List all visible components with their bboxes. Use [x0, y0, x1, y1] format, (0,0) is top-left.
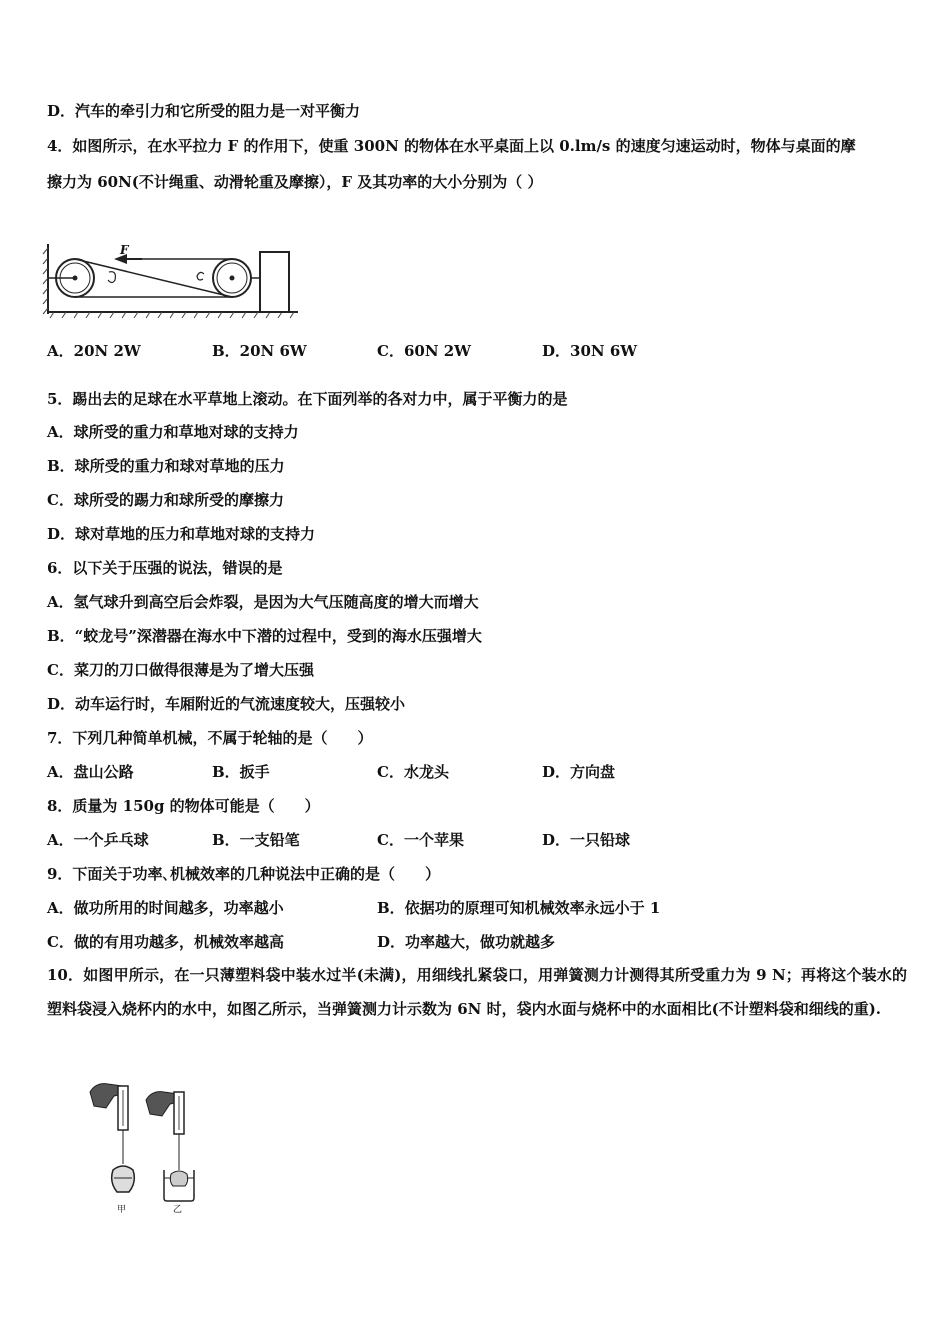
pulley-figure: [40, 238, 302, 322]
q7-options: [47, 762, 907, 782]
q9-option-d[interactable]: D．功率越大，做功就越多: [377, 933, 556, 951]
figure-label-yi: 乙: [173, 1205, 183, 1215]
q3-option-d: D．汽车的牵引力和它所受的阻力是一对平衡力: [47, 102, 361, 120]
q4-option-c[interactable]: C．60N 2W: [377, 342, 472, 360]
q4-stem-line1: 4．如图所示，在水平拉力 F 的作用下，使重 300N 的物体在水平桌面上以 0.lm/s 的速度匀速运动时，物体与桌面的摩: [47, 137, 856, 155]
q9-option-b[interactable]: B．依据功的原理可知机械效率永远小于 1: [377, 899, 661, 917]
q8-option-b[interactable]: B．一支铅笔: [212, 831, 300, 849]
q5-option-c[interactable]: C．球所受的踢力和球所受的摩擦力: [47, 491, 284, 509]
q4-options: [47, 341, 907, 361]
spring-scale-figure: [80, 1078, 220, 1218]
q6-option-a[interactable]: A．氢气球升到高空后会炸裂，是因为大气压随高度的增大而增大: [47, 593, 479, 611]
q5-option-d[interactable]: D．球对草地的压力和草地对球的支持力: [47, 525, 316, 543]
q4-option-a[interactable]: A．20N 2W: [47, 342, 141, 360]
q4-option-d[interactable]: D．30N 6W: [542, 342, 638, 360]
q10-stem: 10．如图甲所示，在一只薄塑料袋中装水过半(未满)，用细线扎紧袋口，用弹簧测力计测得其所受重力为 9 N；再将这个装水的塑料袋浸入烧杯内的水中，如图乙所示，当弹簧测力计示数为 6N 时，袋内水面与烧杯中的水面相比(不计塑料袋和细线的重).: [47, 966, 907, 1018]
q8-option-d[interactable]: D．一只铅球: [542, 831, 631, 849]
figure-label-jia: 甲: [117, 1205, 127, 1215]
q8-options: [47, 830, 907, 850]
force-label: F: [120, 243, 129, 257]
q5-option-a[interactable]: A．球所受的重力和草地对球的支持力: [47, 423, 299, 441]
q9-options-row1: [47, 898, 907, 918]
q9-option-c[interactable]: C．做的有用功越多，机械效率越高: [47, 933, 284, 951]
q9-option-a[interactable]: A．做功所用的时间越多，功率越小: [47, 899, 284, 917]
q7-option-c[interactable]: C．水龙头: [377, 763, 449, 781]
q4-option-b[interactable]: B．20N 6W: [212, 342, 307, 360]
q8-option-a[interactable]: A．一个乒乓球: [47, 831, 149, 849]
q6-option-d[interactable]: D．动车运行时，车厢附近的气流速度较大，压强较小: [47, 695, 406, 713]
q7-option-a[interactable]: A．盘山公路: [47, 763, 134, 781]
q9-options-row2: [47, 932, 907, 952]
q6-option-c[interactable]: C．菜刀的刀口做得很薄是为了增大压强: [47, 661, 314, 679]
q8-option-c[interactable]: C．一个苹果: [377, 831, 464, 849]
q7-option-d[interactable]: D．方向盘: [542, 763, 616, 781]
q6-option-b[interactable]: B．“蛟龙号”深潜器在海水中下潜的过程中，受到的海水压强增大: [47, 627, 482, 645]
q9-stem: 9．下面关于功率､机械效率的几种说法中正确的是（ ）: [47, 865, 440, 883]
q4-stem-line2: 擦力为 60N(不计绳重、动滑轮重及摩擦），F 及其功率的大小分别为（ ）: [47, 173, 543, 191]
q8-stem: 8．质量为 150g 的物体可能是（ ）: [47, 797, 320, 815]
q5-stem: 5．踢出去的足球在水平草地上滚动。在下面列举的各对力中，属于平衡力的是: [47, 390, 568, 408]
q6-stem: 6．以下关于压强的说法，错误的是: [47, 559, 283, 577]
q7-stem: 7．下列几种简单机械，不属于轮轴的是（ ）: [47, 729, 373, 747]
q5-option-b[interactable]: B．球所受的重力和球对草地的压力: [47, 457, 285, 475]
q7-option-b[interactable]: B．扳手: [212, 763, 270, 781]
